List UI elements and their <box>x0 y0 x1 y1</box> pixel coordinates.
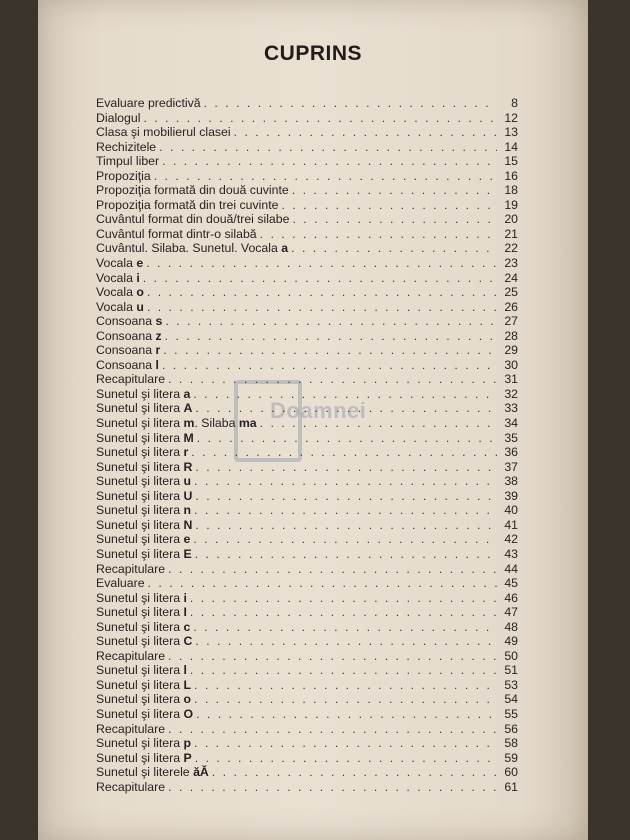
toc-entry-label: Consoana z <box>96 328 162 343</box>
toc-page-number: 12 <box>504 110 518 125</box>
toc-dot-leader <box>195 634 497 649</box>
toc-dot-leader <box>168 722 497 737</box>
toc-page-number: 39 <box>504 488 518 503</box>
toc-entry <box>96 401 518 416</box>
toc-entry-label: Propoziţia formată din două cuvinte <box>96 183 289 198</box>
toc-entry <box>96 314 518 329</box>
toc-entry-label: Propoziţia formată din trei cuvinte <box>96 197 279 212</box>
toc-dot-leader <box>194 736 497 751</box>
toc-entry-label: Sunetul şi litera M <box>96 430 194 445</box>
toc-entry <box>96 736 518 751</box>
toc-entry <box>96 329 518 344</box>
toc-dot-leader <box>212 765 497 780</box>
toc-entry <box>96 663 518 678</box>
toc-entry <box>96 256 518 271</box>
toc-entry <box>96 169 518 184</box>
toc-dot-leader <box>165 314 497 329</box>
toc-entry-label: Vocala e <box>96 256 144 271</box>
toc-entry <box>96 751 518 766</box>
toc-dot-leader <box>195 460 497 475</box>
toc-dot-leader <box>168 780 497 795</box>
toc-dot-leader <box>292 183 497 198</box>
toc-dot-leader <box>154 169 497 184</box>
toc-page-number: 50 <box>504 648 518 663</box>
toc-entry-label: Sunetul şi litera c <box>96 619 191 634</box>
toc-dot-leader <box>234 125 497 140</box>
toc-entry-label: Sunetul şi litera R <box>96 459 193 474</box>
toc-page-number: 34 <box>504 416 518 431</box>
toc-page-number: 14 <box>504 139 518 154</box>
toc-page-number: 49 <box>504 634 518 649</box>
toc-entry-label: Sunetul şi litera r <box>96 445 189 460</box>
toc-page-number: 27 <box>504 314 518 329</box>
toc-dot-leader <box>193 620 497 635</box>
toc-page-number: 25 <box>504 285 518 300</box>
toc-entry <box>96 285 518 300</box>
toc-entry <box>96 300 518 315</box>
toc-entry <box>96 227 518 242</box>
toc-entry <box>96 241 518 256</box>
toc-page-number: 44 <box>504 561 518 576</box>
toc-entry <box>96 591 518 606</box>
toc-entry-label: Sunetul şi litera u <box>96 474 192 489</box>
toc-entry <box>96 547 518 562</box>
toc-entry-label: Rechizitele <box>96 139 157 154</box>
toc-page-number: 43 <box>504 546 518 561</box>
toc-entry-label: Timpul liber <box>96 154 160 169</box>
toc-entry-label: Sunetul şi litera N <box>96 517 193 532</box>
toc-dot-leader <box>292 212 497 227</box>
toc-entry-label: Sunetul şi litera C <box>96 634 193 649</box>
toc-dot-leader <box>260 227 497 242</box>
toc-dot-leader <box>168 649 497 664</box>
toc-dot-leader <box>162 358 497 373</box>
toc-page-number: 23 <box>504 256 518 271</box>
toc-dot-leader <box>165 329 497 344</box>
toc-dot-leader <box>168 562 497 577</box>
toc-page-number: 24 <box>504 270 518 285</box>
toc-dot-leader <box>291 241 497 256</box>
toc-entry-label: Sunetul şi litera L <box>96 677 192 692</box>
toc-entry <box>96 489 518 504</box>
toc-entry-label: Recapitulare <box>96 561 166 576</box>
toc-dot-leader <box>194 692 497 707</box>
toc-entry-label: Dialogul <box>96 110 141 125</box>
toc-entry <box>96 518 518 533</box>
toc-entry-label: Vocala o <box>96 285 144 300</box>
toc-page-number: 47 <box>504 605 518 620</box>
toc-entry-label: Sunetul şi litera P <box>96 750 192 765</box>
toc-dot-leader <box>194 474 497 489</box>
toc-page-number: 19 <box>504 197 518 212</box>
toc-entry-label: Recapitulare <box>96 721 166 736</box>
toc-entry <box>96 154 518 169</box>
toc-dot-leader <box>193 387 497 402</box>
toc-dot-leader <box>195 489 497 504</box>
toc-entry <box>96 474 518 489</box>
toc-page-number: 46 <box>504 590 518 605</box>
toc-dot-leader <box>197 431 497 446</box>
toc-page-number: 28 <box>504 328 518 343</box>
toc-page-number: 38 <box>504 474 518 489</box>
toc-entry <box>96 125 518 140</box>
toc-entry-label: Sunetul şi litera p <box>96 736 192 751</box>
toc-entry-label: Consoana s <box>96 314 163 329</box>
toc-entry <box>96 271 518 286</box>
toc-page-number: 42 <box>504 532 518 547</box>
toc-page-number: 8 <box>511 96 518 110</box>
toc-dot-leader <box>196 707 497 722</box>
toc-entry-label: Vocala u <box>96 299 144 314</box>
toc-dot-leader <box>162 154 497 169</box>
toc-entry-label: Sunetul şi litera U <box>96 488 193 503</box>
toc-dot-leader <box>146 256 497 271</box>
toc-entry <box>96 212 518 227</box>
toc-dot-leader <box>168 372 497 387</box>
toc-dot-leader <box>260 416 497 431</box>
toc-dot-leader <box>193 532 497 547</box>
toc-entry-label: Consoana l <box>96 357 159 372</box>
toc-page-number: 29 <box>504 343 518 358</box>
toc-page-number: 45 <box>504 576 518 591</box>
toc-entry-label: Sunetul şi litera l <box>96 663 187 678</box>
toc-page-number: 30 <box>504 357 518 372</box>
toc-entry <box>96 620 518 635</box>
toc-dot-leader <box>147 300 497 315</box>
toc-entry-label: Sunetul şi literele ăĂ <box>96 765 209 780</box>
toc-page-number: 31 <box>504 372 518 387</box>
toc-page-number: 55 <box>504 706 518 721</box>
toc-entry <box>96 387 518 402</box>
toc-page-number: 16 <box>504 168 518 183</box>
toc-page-number: 36 <box>504 445 518 460</box>
toc-entry <box>96 503 518 518</box>
toc-dot-leader <box>194 678 497 693</box>
toc-entry <box>96 416 518 431</box>
toc-entry-label: Clasa şi mobilierul clasei <box>96 125 231 140</box>
toc-entry-label: Evaluare <box>96 576 145 591</box>
toc-entry <box>96 140 518 155</box>
toc-page-number: 18 <box>504 183 518 198</box>
toc-page-number: 41 <box>504 517 518 532</box>
toc-page-number: 13 <box>504 125 518 140</box>
toc-page-number: 56 <box>504 721 518 736</box>
toc-entry <box>96 562 518 577</box>
toc-dot-leader <box>194 503 497 518</box>
toc-entry-label: Sunetul şi litera O <box>96 706 194 721</box>
toc-entry-label: Sunetul şi litera e <box>96 532 191 547</box>
toc-entry-label: Vocala i <box>96 270 140 285</box>
toc-dot-leader <box>190 663 497 678</box>
toc-dot-leader <box>195 547 497 562</box>
toc-entry-label: Evaluare predictivă <box>96 96 201 110</box>
toc-entry-label: Sunetul şi litera o <box>96 692 192 707</box>
toc-dot-leader <box>195 518 497 533</box>
toc-page-number: 51 <box>504 663 518 678</box>
toc-page-number: 54 <box>504 692 518 707</box>
toc-dot-leader <box>163 343 497 358</box>
toc-page-number: 32 <box>504 386 518 401</box>
toc-entry <box>96 722 518 737</box>
toc-dot-leader <box>190 605 497 620</box>
toc-entry <box>96 780 518 795</box>
toc-entry-label: Sunetul şi litera n <box>96 503 192 518</box>
toc-dot-leader <box>148 576 497 591</box>
toc-entry-label: Sunetul şi litera A <box>96 401 193 416</box>
toc-entry <box>96 343 518 358</box>
toc-entry <box>96 111 518 126</box>
toc-dot-leader <box>191 445 497 460</box>
toc-entry <box>96 532 518 547</box>
toc-entry <box>96 198 518 213</box>
toc-page-number: 60 <box>504 765 518 780</box>
toc-dot-leader <box>143 111 497 126</box>
toc-entry <box>96 634 518 649</box>
toc-dot-leader <box>159 140 497 155</box>
toc-entry <box>96 605 518 620</box>
toc-dot-leader <box>147 285 497 300</box>
toc-dot-leader <box>282 198 498 213</box>
toc-entry-label: Sunetul şi litera m. Silaba ma <box>96 416 257 431</box>
toc-entry-label: Sunetul şi litera a <box>96 386 191 401</box>
toc-entry <box>96 692 518 707</box>
watermark-text: Doamnei <box>270 398 367 423</box>
table-of-contents <box>96 96 518 794</box>
toc-entry-label: Cuvântul format din două/trei silabe <box>96 212 290 227</box>
toc-entry-label: Sunetul şi litera i <box>96 590 187 605</box>
toc-entry <box>96 460 518 475</box>
toc-page-number: 20 <box>504 212 518 227</box>
toc-entry <box>96 649 518 664</box>
toc-dot-leader <box>143 271 497 286</box>
toc-entry <box>96 431 518 446</box>
toc-entry-label: Recapitulare <box>96 372 166 387</box>
toc-dot-leader <box>195 401 497 416</box>
toc-entry-label: Recapitulare <box>96 779 166 794</box>
book-page <box>38 0 588 840</box>
toc-entry <box>96 183 518 198</box>
toc-dot-leader <box>190 591 497 606</box>
toc-page-number: 53 <box>504 677 518 692</box>
toc-entry <box>96 707 518 722</box>
toc-page-number: 21 <box>504 226 518 241</box>
toc-entry-label: Propoziţia <box>96 168 151 183</box>
toc-entry-label: Cuvântul. Silaba. Sunetul. Vocala a <box>96 241 289 256</box>
page-title: CUPRINS <box>263 42 362 65</box>
toc-page-number: 15 <box>504 154 518 169</box>
toc-page-number: 59 <box>504 750 518 765</box>
toc-entry-label: Cuvântul format dintr-o silabă <box>96 226 257 241</box>
toc-page-number: 22 <box>504 241 518 256</box>
toc-page-number: 26 <box>504 299 518 314</box>
toc-entry-label: Consoana r <box>96 343 161 358</box>
toc-entry <box>96 372 518 387</box>
toc-entry <box>96 765 518 780</box>
toc-page-number: 40 <box>504 503 518 518</box>
toc-entry <box>96 445 518 460</box>
toc-entry-label: Sunetul şi litera E <box>96 546 192 561</box>
toc-dot-leader <box>204 96 497 111</box>
toc-entry <box>96 576 518 591</box>
toc-page-number: 48 <box>504 619 518 634</box>
toc-entry-label: Recapitulare <box>96 648 166 663</box>
toc-entry <box>96 96 518 111</box>
toc-entry <box>96 678 518 693</box>
toc-dot-leader <box>195 751 497 766</box>
toc-page-number: 58 <box>504 736 518 751</box>
toc-page-number: 35 <box>504 430 518 445</box>
toc-entry-label: Sunetul şi litera I <box>96 605 187 620</box>
toc-page-number: 61 <box>504 779 518 794</box>
toc-entry <box>96 358 518 373</box>
toc-page-number: 33 <box>504 401 518 416</box>
toc-page-number: 37 <box>504 459 518 474</box>
